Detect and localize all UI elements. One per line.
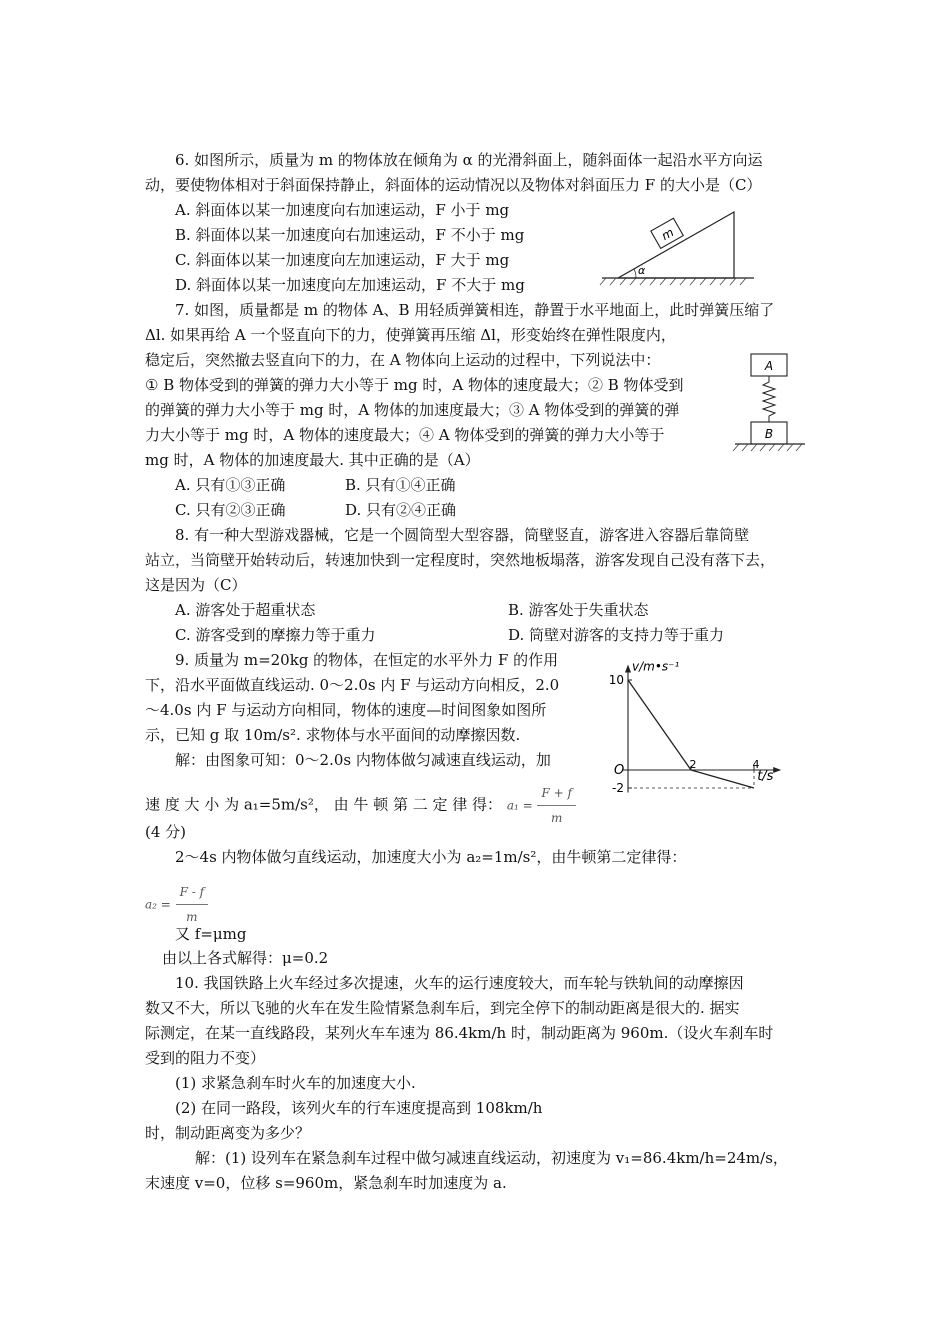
series-segment-1: [628, 680, 691, 770]
q8-option-b: B. 游客处于失重状态: [508, 601, 649, 619]
y-axis-label: v/m•s⁻¹: [632, 659, 680, 674]
angle-alpha-label: α: [638, 264, 646, 277]
q7-option-b: B. 只有①④正确: [345, 476, 456, 494]
y-axis-arrow: [625, 665, 631, 673]
q6-option-a: A. 斜面体以某一加速度向右加速运动，F 小于 mg: [175, 201, 510, 219]
eq2-numerator: F - f: [176, 880, 208, 905]
q10-solution-line-1: 解：(1) 设列车在紧急刹车过程中做匀减速直线运动，初速度为 v₁=86.4km/h=24m/s，: [195, 1149, 788, 1167]
q8-option-a: A. 游客处于超重状态: [175, 601, 316, 619]
q7-line-1: 7. 如图，质量都是 m 的物体 A、B 用轻质弹簧相连，静置于水平地面上，此时弹簧压缩了: [175, 301, 775, 319]
q7-line-2: Δl. 如果再给 A 一个竖直向下的力，使弹簧再压缩 Δl，形变始终在弹性限度内，: [145, 326, 676, 344]
y-tick-label--2: -2: [612, 781, 624, 795]
q9-solution-line-3: 2～4s 内物体做匀直线运动，加速度大小为 a₂=1m/s²，由牛顿第二定律得：: [175, 848, 687, 866]
x-tick-label-4: 4: [752, 758, 760, 771]
eq2-denominator: m: [186, 910, 198, 924]
q10-line-2: 数又不大，所以飞驰的火车在发生险情紧急刹车后，到完全停下的制动距离是很大的. 据实: [145, 999, 740, 1017]
q8-line-1: 8. 有一种大型游戏器械，它是一个圆筒型大型容器，筒壁竖直，游客进入容器后靠筒壁: [175, 526, 750, 544]
eq2-lhs: a₂ =: [145, 897, 171, 912]
block-m-label: m: [659, 225, 677, 244]
q9-score: (4 分): [145, 823, 187, 841]
q7-line-6: 力大小等于 mg 时，A 物体的速度最大；④ A 物体受到的弹簧的弹力大小等于: [145, 426, 665, 444]
block-a-label: A: [764, 359, 774, 373]
eq1-numerator: F + f: [537, 781, 575, 806]
q10-line-3: 际测定，在某一直线路段，某列火车车速为 86.4km/h 时，制动距离为 960m.（设火车刹车时: [145, 1024, 774, 1042]
q10-line-4: 受到的阻力不变）: [145, 1049, 266, 1067]
q7-line-3: 稳定后，突然撤去竖直向下的力，在 A 物体向上运动的过程中，下列说法中：: [145, 351, 661, 369]
q7-option-a: A. 只有①③正确: [175, 476, 286, 494]
q6-option-d: D. 斜面体以某一加速度向左加速运动，F 不大于 mg: [175, 276, 525, 294]
q10-part-2-cont: 时，制动距离变为多少？: [145, 1124, 311, 1142]
q9-line-4: 示，已知 g 取 10m/s². 求物体与水平面间的动摩擦因数.: [145, 726, 521, 744]
q8-option-d: D. 筒壁对游客的支持力等于重力: [508, 626, 725, 644]
y-tick-label-10: 10: [608, 673, 624, 687]
spring: [763, 376, 775, 422]
incline-figure: [598, 186, 758, 286]
q9-line-2: 下，沿水平面做直线运动. 0～2.0s 内 F 与运动方向相反，2.0: [145, 676, 560, 694]
q7-option-d: D. 只有②④正确: [345, 501, 457, 519]
q6-stem-line-1: 6. 如图所示，质量为 m 的物体放在倾角为 α 的光滑斜面上，随斜面体一起沿水平方向运: [175, 151, 763, 169]
q8-line-3: 这是因为（C）: [145, 576, 247, 594]
spring-figure: [733, 352, 808, 458]
q7-option-c: C. 只有②③正确: [175, 501, 286, 519]
block-b-label: B: [764, 427, 774, 441]
q9-line-1: 9. 质量为 m=20kg 的物体，在恒定的水平外力 F 的作用: [175, 651, 559, 669]
series-segment-2: [691, 770, 754, 788]
q9-solution-line-4: 又 f=μmg: [175, 925, 247, 943]
q7-line-5: 的弹簧的弹力大小等于 mg 时，A 物体的加速度最大；③ A 物体受到的弹簧的弹: [145, 401, 680, 419]
q10-part-1: (1) 求紧急刹车时火车的加速度大小.: [175, 1074, 416, 1092]
q9-solution-line-1: 解：由图象可知：0～2.0s 内物体做匀减速直线运动，加: [175, 751, 551, 769]
eq1-fraction: [537, 781, 575, 830]
velocity-time-chart: [598, 648, 798, 798]
q9-line-3: ～4.0s 内 F 与运动方向相同，物体的速度—时间图象如图所: [145, 701, 547, 719]
q8-line-2: 站立，当筒壁开始转动后，转速加快到一定程度时，突然地板塌落，游客发现自己没有落下去，: [145, 551, 776, 569]
q10-part-2: (2) 在同一路段，该列火车的行车速度提高到 108km/h: [175, 1099, 543, 1117]
eq1-lhs: a₁ =: [506, 798, 533, 813]
eq1-denominator: m: [550, 811, 563, 825]
q9-solution-line-2: [145, 781, 576, 830]
q7-line-7: mg 时，A 物体的加速度最大. 其中正确的是（A）: [145, 451, 480, 469]
q10-line-1: 10. 我国铁路上火车经过多次提速，火车的运行速度较大，而车轮与铁轨间的动摩擦因: [175, 974, 744, 992]
q10-solution-line-2: 末速度 v=0，位移 s=960m，紧急刹车时加速度为 a.: [145, 1174, 507, 1192]
x-axis-label: t/s: [757, 769, 774, 784]
x-axis-arrow: [773, 767, 781, 773]
x-tick-label-2: 2: [689, 758, 697, 771]
q9-solution-line-5: 由以上各式解得：μ=0.2: [162, 949, 329, 967]
q8-option-c: C. 游客受到的摩擦力等于重力: [175, 626, 376, 644]
q6-option-c: C. 斜面体以某一加速度向左加速运动，F 大于 mg: [175, 251, 510, 269]
q6-stem-line-2: 动，要使物体相对于斜面保持静止，斜面体的运动情况以及物体对斜面压力 F 的大小是（C）: [145, 176, 762, 194]
q7-line-4: ① B 物体受到的弹簧的弹力大小等于 mg 时，A 物体的速度最大；② B 物体受到: [145, 376, 684, 394]
q9-solution-text-2: 速 度 大 小 为 a₁=5m/s²， 由 牛 顿 第 二 定 律 得：: [145, 795, 503, 814]
q6-option-b: B. 斜面体以某一加速度向右加速运动，F 不小于 mg: [175, 226, 525, 244]
origin-label: O: [614, 763, 625, 778]
